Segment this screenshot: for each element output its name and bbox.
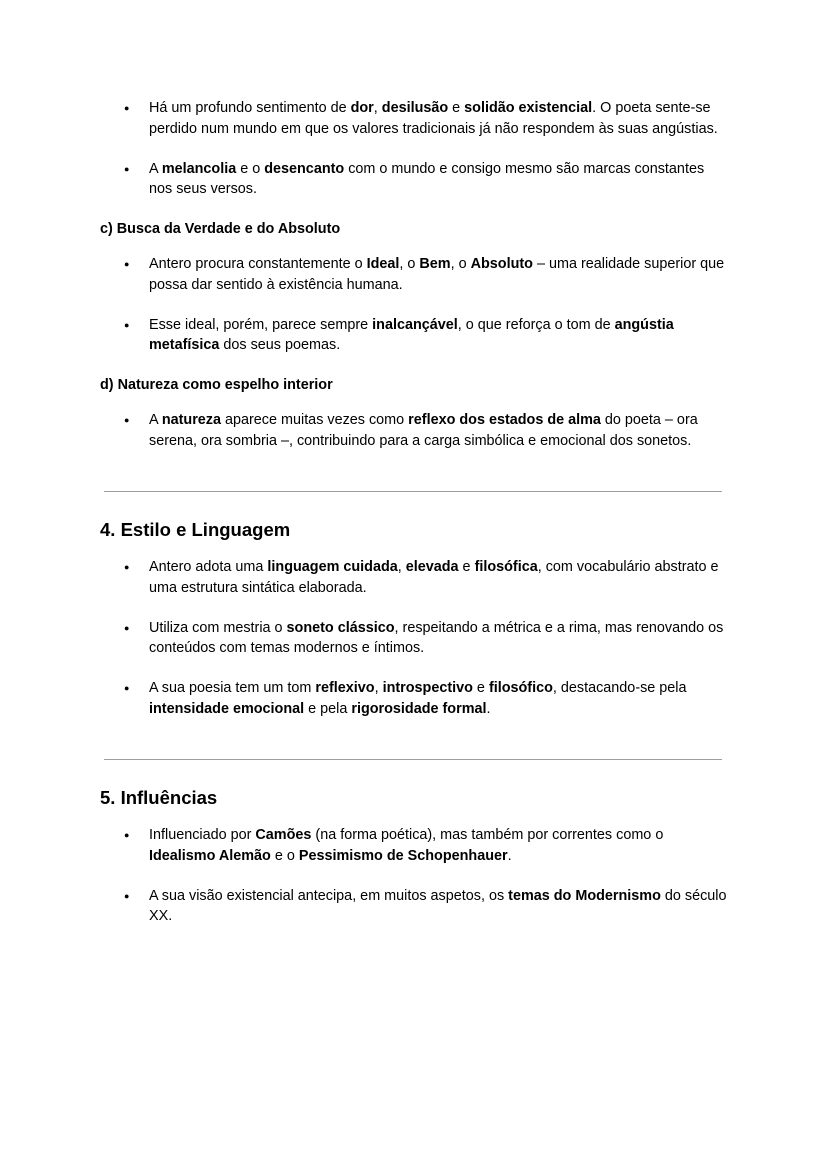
text: . O poeta sente-se perdido num mundo em que os valores tradicionais já não respondem às suas angústias.	[149, 100, 718, 137]
bold-text: Absoluto	[470, 256, 533, 272]
text: do século XX.	[149, 887, 727, 924]
section-title-4: 4. Estilo e Linguagem	[100, 519, 291, 540]
text: (na forma poética), mas também por correntes como o	[311, 827, 664, 843]
text: e o	[270, 847, 299, 864]
text: Influenciado por	[149, 827, 256, 843]
text: A	[149, 160, 162, 177]
bold-text: reflexivo	[315, 680, 375, 696]
text: Antero adota uma	[149, 559, 268, 575]
text: e	[448, 100, 465, 116]
list-item	[100, 557, 730, 598]
text: Antero procura constantemente o	[149, 256, 367, 272]
text: ,	[373, 100, 382, 116]
bullet-list	[100, 825, 730, 927]
horizontal-divider	[104, 759, 722, 760]
bold-text: Idealismo Alemão	[149, 847, 271, 864]
list-item	[100, 315, 730, 356]
list-item	[100, 886, 730, 927]
bold-text: soneto clássico	[286, 619, 395, 636]
text: , respeitando a métrica e a rima, mas renovando os conteúdos com temas modernos e íntimos.	[149, 619, 724, 656]
document-content	[100, 98, 730, 927]
text: A	[149, 412, 162, 428]
text: A sua visão existencial antecipa, em muitos aspetos, os	[149, 887, 509, 904]
bold-text: angústia metafísica	[149, 316, 674, 353]
text: , destacando-se pela	[552, 680, 687, 696]
text: aparece muitas vezes como	[221, 412, 409, 428]
bold-text: inalcançável	[372, 316, 458, 333]
text: e	[472, 680, 489, 696]
list-item	[100, 618, 730, 659]
bold-text: Pessimismo de Schopenhauer	[298, 847, 508, 864]
bold-text: desencanto	[264, 160, 345, 177]
bold-text: rigorosidade formal	[351, 700, 487, 717]
text: e	[458, 559, 475, 575]
text: , o	[450, 256, 471, 272]
bold-text: elevada	[405, 559, 459, 575]
text: dos seus poemas.	[219, 337, 341, 353]
text: Há um profundo sentimento de	[149, 100, 351, 116]
list-item	[100, 825, 730, 866]
list-item	[100, 254, 730, 295]
bold-text: filosófico	[488, 680, 553, 696]
bullet-list	[100, 557, 730, 719]
text: , o que reforça o tom de	[457, 316, 615, 333]
text: e o	[236, 160, 265, 177]
bold-text: Ideal	[366, 256, 400, 272]
text: , o	[399, 256, 420, 272]
bullet-list	[100, 410, 730, 451]
list-item	[100, 678, 730, 719]
bold-text: desilusão	[381, 100, 449, 116]
bold-text: introspectivo	[382, 680, 473, 696]
bold-text: solidão existencial	[464, 100, 593, 116]
list-item	[100, 98, 730, 139]
text: com o mundo e consigo mesmo são marcas constantes nos seus versos.	[149, 160, 705, 197]
text: ,	[374, 680, 383, 696]
bold-text: temas do Modernismo	[508, 887, 661, 904]
bold-text: natureza	[161, 412, 221, 428]
bold-text: Camões	[255, 827, 312, 843]
text: Utiliza com mestria o	[149, 619, 287, 636]
bold-text: melancolia	[161, 160, 237, 177]
bullet-list	[100, 98, 730, 200]
list-item	[100, 410, 730, 451]
text: – uma realidade superior que possa dar sentido à existência humana.	[149, 256, 725, 293]
text: A sua poesia tem um tom	[149, 680, 316, 696]
text: do poeta – ora serena, ora sombria –, contribuindo para a carga simbólica e emocional dos sonetos.	[149, 412, 698, 449]
text: Esse ideal, porém, parece sempre	[149, 316, 373, 333]
text: ,	[397, 559, 406, 575]
text: e pela	[304, 700, 352, 717]
bold-text: intensidade emocional	[149, 700, 305, 717]
subsection-heading-c: c) Busca da Verdade e do Absoluto	[100, 221, 341, 237]
list-item	[100, 159, 730, 200]
text: .	[486, 700, 491, 717]
subsection-heading-d: d) Natureza como espelho interior	[100, 377, 333, 393]
section-title-5: 5. Influências	[100, 787, 218, 808]
horizontal-divider	[104, 491, 722, 492]
bold-text: Bem	[419, 256, 451, 272]
bold-text: reflexo dos estados de alma	[408, 412, 601, 428]
bold-text: linguagem cuidada	[267, 559, 398, 575]
text: .	[507, 847, 512, 864]
bullet-list	[100, 254, 730, 356]
text: , com vocabulário abstrato e uma estrutura sintática elaborada.	[149, 559, 719, 596]
bold-text: dor	[350, 100, 374, 116]
bold-text: filosófica	[474, 559, 538, 575]
